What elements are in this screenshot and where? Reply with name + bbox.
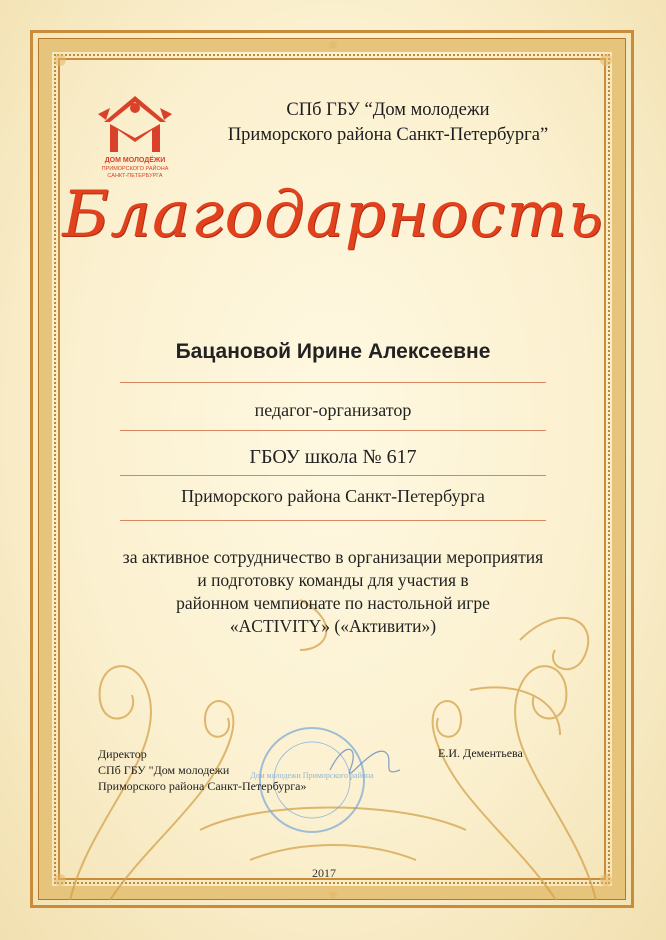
recipient-district: Приморского района Санкт-Петербурга: [181, 486, 485, 506]
reason-line-4: «ACTIVITY» («Активити»): [229, 616, 437, 636]
certificate-title: Благодарность: [62, 178, 604, 252]
recipient-school: ГБОУ школа № 617: [249, 446, 417, 468]
reason-line-2: и подготовку команды для участия в: [197, 570, 469, 590]
organization-line-2: Приморского района Санкт-Петербурга”: [227, 125, 549, 145]
signer-name: Е.И. Дементьева: [438, 746, 523, 760]
reason-line-3: районном чемпионате по настольной игре: [176, 593, 490, 613]
signer-role-line-2: СПб ГБУ "Дом молодежи: [98, 763, 230, 777]
handwritten-signature: [330, 749, 400, 773]
certificate-year: 2017: [312, 866, 336, 880]
recipient-name: Бацановой Ирине Алексеевне: [175, 340, 491, 363]
reason-line-1: за активное сотрудничество в организации мероприятия: [122, 547, 544, 567]
signer-role-line-1: Директор: [98, 747, 147, 761]
recipient-position: педагог-организатор: [254, 400, 412, 420]
logo-caption-2: ПРИМОРСКОГО РАЙОНА: [101, 166, 169, 172]
logo-caption-3: САНКТ-ПЕТЕРБУРГА: [107, 173, 163, 179]
organization-line-1: СПб ГБУ “Дом молодежи: [286, 100, 490, 120]
signer-role-line-3: Приморского района Санкт-Петербурга»: [98, 779, 307, 793]
stamp-text: Дом молодежи Приморского района: [250, 771, 374, 780]
logo-caption-1: ДОМ МОЛОДЁЖИ: [104, 157, 166, 164]
signer-role: [98, 746, 306, 794]
